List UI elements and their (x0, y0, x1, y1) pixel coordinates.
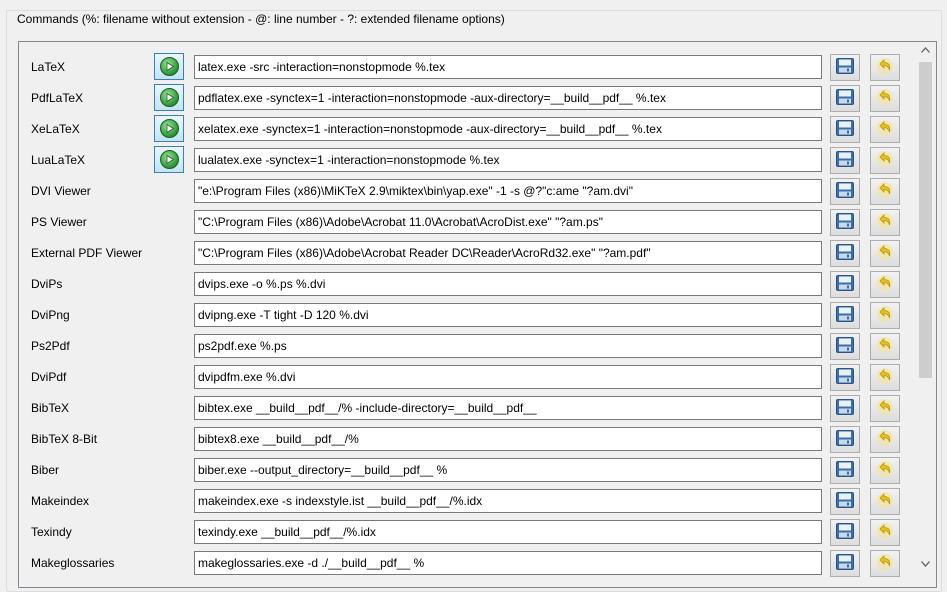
command-row-dvipng (19, 300, 913, 331)
undo-arrow-icon (876, 305, 894, 326)
save-default-button[interactable] (830, 457, 860, 484)
command-label: BibTeX (31, 401, 70, 415)
restore-default-button[interactable] (870, 271, 900, 298)
command-label: DviPdf (31, 370, 67, 384)
save-default-button[interactable] (830, 116, 860, 143)
save-default-button[interactable] (830, 209, 860, 236)
floppy-disk-icon (836, 306, 854, 325)
restore-default-button[interactable] (870, 519, 900, 546)
save-default-button[interactable] (830, 271, 860, 298)
command-input-bibtex[interactable]: bibtex.exe __build__pdf__/% -include-directory=__build__pdf__ (194, 396, 822, 420)
restore-default-button[interactable] (870, 147, 900, 174)
restore-default-button[interactable] (870, 457, 900, 484)
command-row-makeglossaries (19, 548, 913, 579)
command-input-ps-viewer[interactable]: "C:\Program Files (x86)\Adobe\Acrobat 11.0\Acrobat\AcroDist.exe" "?am.ps" (194, 210, 822, 234)
scroll-down-button[interactable] (914, 556, 937, 573)
command-input-ps2pdf[interactable]: ps2pdf.exe %.ps (194, 334, 822, 358)
undo-arrow-icon (876, 88, 894, 109)
undo-arrow-icon (876, 243, 894, 264)
command-row-biber (19, 455, 913, 486)
command-label: External PDF Viewer (31, 246, 143, 260)
save-default-button[interactable] (830, 364, 860, 391)
play-circle-icon (160, 57, 179, 76)
floppy-disk-icon (836, 337, 854, 356)
commands-group-title: Commands (%: filename without extension - @: line number - ?: extended filename options) (14, 12, 508, 26)
command-label: DviPng (31, 308, 70, 322)
save-default-button[interactable] (830, 426, 860, 453)
command-input-external-pdf-viewer[interactable]: "C:\Program Files (x86)\Adobe\Acrobat Reader DC\Reader\AcroRd32.exe" "?am.pdf" (194, 241, 822, 265)
command-input-makeindex[interactable]: makeindex.exe -s indexstyle.ist __build__pdf__/%.idx (194, 489, 822, 513)
command-label: Makeindex (31, 494, 90, 508)
command-input-dvipng[interactable]: dvipng.exe -T tight -D 120 %.dvi (194, 303, 822, 327)
chevron-down-icon (921, 559, 930, 570)
restore-default-button[interactable] (870, 116, 900, 143)
restore-default-button[interactable] (870, 240, 900, 267)
floppy-disk-icon (836, 275, 854, 294)
command-input-latex[interactable]: latex.exe -src -interaction=nonstopmode %.tex (194, 55, 822, 79)
save-default-button[interactable] (830, 519, 860, 546)
command-row-latex (19, 52, 913, 83)
floppy-disk-icon (836, 368, 854, 387)
run-xelatex-button[interactable] (154, 115, 184, 142)
command-input-texindy[interactable]: texindy.exe __build__pdf__/%.idx (194, 520, 822, 544)
command-label: PS Viewer (31, 215, 87, 229)
command-row-bibtex (19, 393, 913, 424)
command-input-dvipdf[interactable]: dvipdfm.exe %.dvi (194, 365, 822, 389)
command-label: PdfLaTeX (31, 91, 84, 105)
save-default-button[interactable] (830, 550, 860, 577)
command-row-dvips (19, 269, 913, 300)
floppy-disk-icon (836, 151, 854, 170)
undo-arrow-icon (876, 274, 894, 295)
run-lualatex-button[interactable] (154, 146, 184, 173)
undo-arrow-icon (876, 181, 894, 202)
scroll-up-button[interactable] (914, 42, 937, 59)
floppy-disk-icon (836, 182, 854, 201)
undo-arrow-icon (876, 553, 894, 574)
floppy-disk-icon (836, 244, 854, 263)
floppy-disk-icon (836, 523, 854, 542)
command-row-pdflatex (19, 83, 913, 114)
undo-arrow-icon (876, 367, 894, 388)
undo-arrow-icon (876, 57, 894, 78)
command-row-ps2pdf (19, 331, 913, 362)
floppy-disk-icon (836, 492, 854, 511)
command-row-xelatex (19, 114, 913, 145)
undo-arrow-icon (876, 491, 894, 512)
floppy-disk-icon (836, 430, 854, 449)
command-label: LuaLaTeX (31, 153, 86, 167)
chevron-up-icon (921, 45, 930, 56)
restore-default-button[interactable] (870, 209, 900, 236)
save-default-button[interactable] (830, 395, 860, 422)
command-input-makeglossaries[interactable]: makeglossaries.exe -d ./__build__pdf__ % (194, 551, 822, 575)
scroll-thumb[interactable] (919, 62, 932, 378)
command-input-lualatex[interactable]: lualatex.exe -synctex=1 -interaction=nonstopmode %.tex (194, 148, 822, 172)
command-input-dvi-viewer[interactable]: "e:\Program Files (x86)\MiKTeX 2.9\miktex\bin\yap.exe" -1 -s @?"c:ame "?am.dvi" (194, 179, 822, 203)
floppy-disk-icon (836, 554, 854, 573)
play-circle-icon (160, 150, 179, 169)
run-pdflatex-button[interactable] (154, 84, 184, 111)
command-input-dvips[interactable]: dvips.exe -o %.ps %.dvi (194, 272, 822, 296)
floppy-disk-icon (836, 58, 854, 77)
undo-arrow-icon (876, 150, 894, 171)
command-label: DVI Viewer (31, 184, 91, 198)
save-default-button[interactable] (830, 488, 860, 515)
vertical-scrollbar[interactable] (913, 42, 937, 587)
commands-list (18, 41, 937, 588)
command-input-biber[interactable]: biber.exe --output_directory=__build__pdf__ % (194, 458, 822, 482)
command-row-external-pdf-viewer (19, 238, 913, 269)
command-label: LaTeX (31, 60, 66, 74)
play-circle-icon (160, 88, 179, 107)
save-default-button[interactable] (830, 54, 860, 81)
command-label: Texindy (31, 525, 72, 539)
command-label: Ps2Pdf (31, 339, 70, 353)
floppy-disk-icon (836, 213, 854, 232)
command-row-dvipdf (19, 362, 913, 393)
restore-default-button[interactable] (870, 178, 900, 205)
save-default-button[interactable] (830, 85, 860, 112)
floppy-disk-icon (836, 120, 854, 139)
restore-default-button[interactable] (870, 85, 900, 112)
save-default-button[interactable] (830, 333, 860, 360)
restore-default-button[interactable] (870, 54, 900, 81)
save-default-button[interactable] (830, 178, 860, 205)
command-input-pdflatex[interactable]: pdflatex.exe -synctex=1 -interaction=nonstopmode -aux-directory=__build__pdf__ %.tex (194, 86, 822, 110)
save-default-button[interactable] (830, 240, 860, 267)
save-default-button[interactable] (830, 302, 860, 329)
run-latex-button[interactable] (154, 53, 184, 80)
restore-default-button[interactable] (870, 426, 900, 453)
command-input-bibtex-8-bit[interactable]: bibtex8.exe __build__pdf__/% (194, 427, 822, 451)
restore-default-button[interactable] (870, 333, 900, 360)
restore-default-button[interactable] (870, 395, 900, 422)
command-label: Biber (31, 463, 60, 477)
undo-arrow-icon (876, 522, 894, 543)
save-default-button[interactable] (830, 147, 860, 174)
undo-arrow-icon (876, 398, 894, 419)
play-circle-icon (160, 119, 179, 138)
restore-default-button[interactable] (870, 302, 900, 329)
undo-arrow-icon (876, 212, 894, 233)
undo-arrow-icon (876, 460, 894, 481)
floppy-disk-icon (836, 399, 854, 418)
command-row-texindy (19, 517, 913, 548)
command-label: DviPs (31, 277, 63, 291)
command-row-lualatex (19, 145, 913, 176)
floppy-disk-icon (836, 461, 854, 480)
command-row-ps-viewer (19, 207, 913, 238)
restore-default-button[interactable] (870, 364, 900, 391)
command-row-bibtex-8-bit (19, 424, 913, 455)
undo-arrow-icon (876, 119, 894, 140)
command-row-makeindex (19, 486, 913, 517)
floppy-disk-icon (836, 89, 854, 108)
command-row-dvi-viewer (19, 176, 913, 207)
command-label: BibTeX 8-Bit (31, 432, 98, 446)
command-label: XeLaTeX (31, 122, 80, 136)
restore-default-button[interactable] (870, 550, 900, 577)
restore-default-button[interactable] (870, 488, 900, 515)
command-input-xelatex[interactable]: xelatex.exe -synctex=1 -interaction=nonstopmode -aux-directory=__build__pdf__ %.tex (194, 117, 822, 141)
command-label: Makeglossaries (31, 556, 115, 570)
undo-arrow-icon (876, 429, 894, 450)
undo-arrow-icon (876, 336, 894, 357)
